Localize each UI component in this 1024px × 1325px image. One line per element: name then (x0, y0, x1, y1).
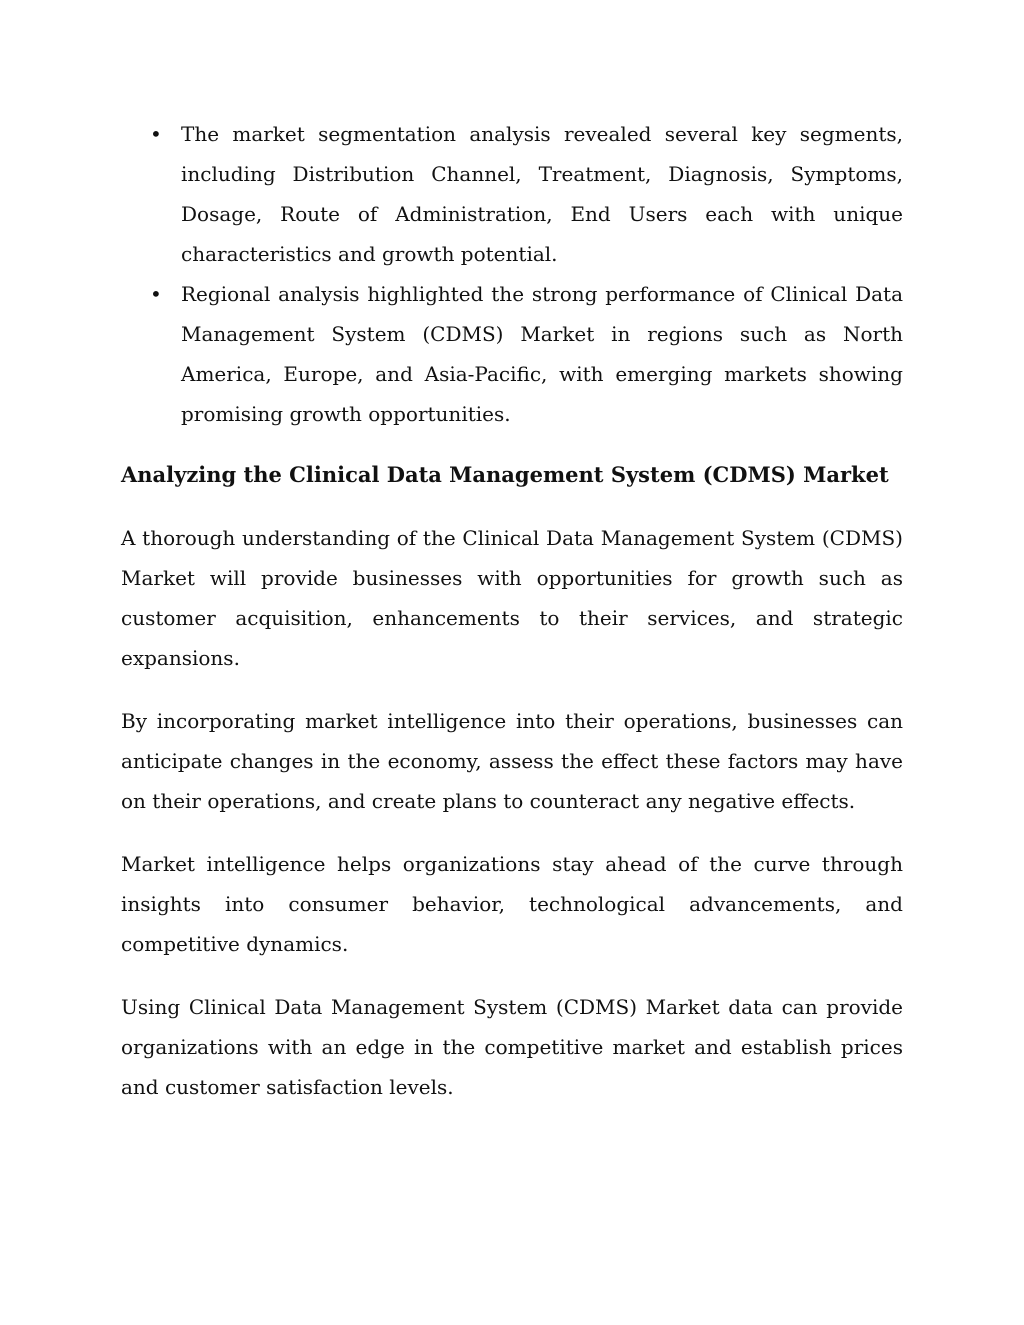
paragraph: By incorporating market intelligence into their operations, businesses can anticipate changes in the economy, assess the effect these factors may have on their operations, and create plans to counteract any negative effects. (121, 709, 903, 813)
section-heading: Analyzing the Clinical Data Management System (CDMS) Market (121, 462, 889, 487)
page-content (121, 114, 903, 1107)
paragraph: Using Clinical Data Management System (CDMS) Market data can provide organizations with an edge in the competitive market and establish prices and customer satisfaction levels. (121, 995, 903, 1099)
bullet-item-regional (121, 274, 903, 434)
bullet-marker: • (150, 122, 162, 146)
bullet-text: The market segmentation analysis revealed several key segments, including Distribution Channel, Treatment, Diagnosis, Symptoms, Dosage, Route of Administration, End Users each with unique characteristics and growth potential. (181, 122, 903, 266)
bullet-item-segmentation (121, 114, 903, 274)
paragraph: A thorough understanding of the Clinical Data Management System (CDMS) Market will provide businesses with opportunities for growth such as customer acquisition, enhancements to their services, and strategic expansions. (121, 526, 903, 670)
bullet-text: Regional analysis highlighted the strong performance of Clinical Data Management System (CDMS) Market in regions such as North America, Europe, and Asia-Pacific, with emerging markets showing promising growth opportunities. (181, 282, 903, 426)
bullet-marker: • (150, 282, 162, 306)
paragraph: Market intelligence helps organizations stay ahead of the curve through insights into consumer behavior, technological advancements, and competitive dynamics. (121, 852, 903, 956)
findings-bullet-list (121, 114, 903, 434)
